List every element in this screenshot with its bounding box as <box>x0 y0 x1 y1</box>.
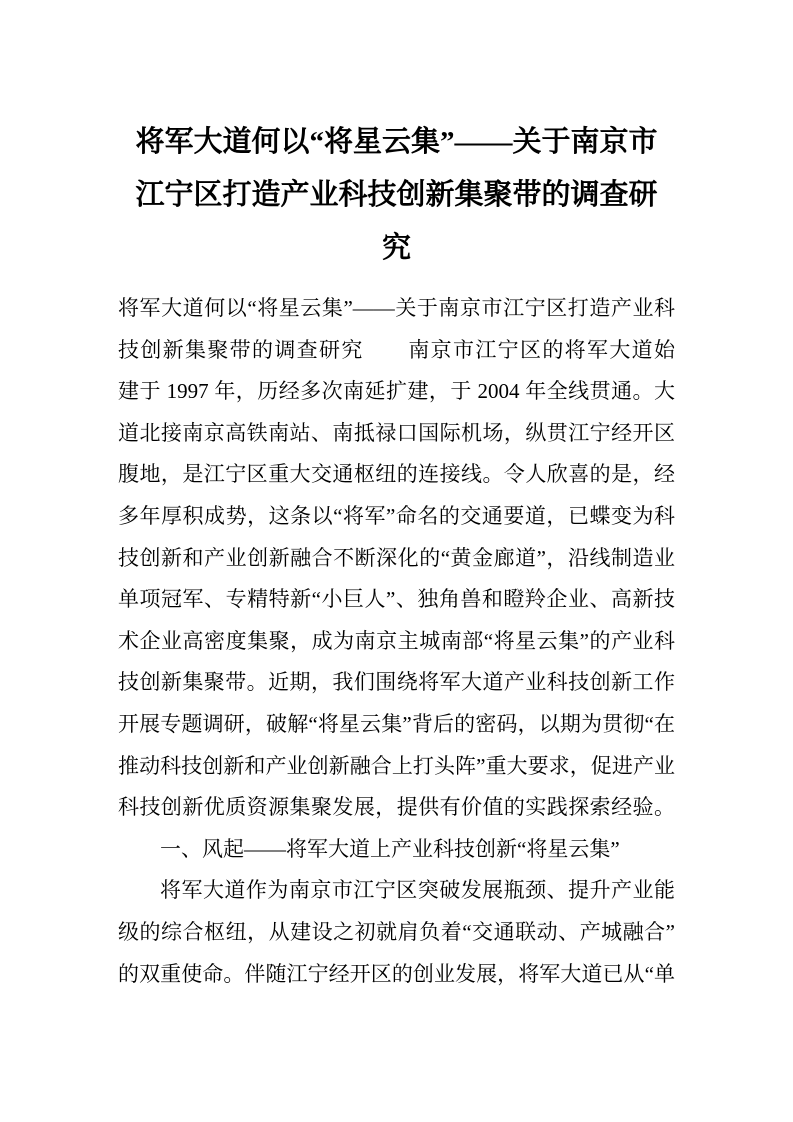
paragraph1-line: 技创新集聚带。近期，我们围绕将军大道产业科技创新工作 <box>118 670 675 695</box>
paragraph1-line: 腹地，是江宁区重大交通枢纽的连接线。令人欣喜的是，经 <box>118 462 675 487</box>
paragraph1-line: 建于 1997 年，历经多次南延扩建，于 2004 年全线贯通。大 <box>118 379 675 404</box>
paragraph1-line: 科技创新优质资源集聚发展，提供有价值的实践探索经验。 <box>118 795 675 820</box>
paragraph2-line: 级的综合枢纽，从建设之初就肩负着“交通联动、产城融合” <box>118 919 675 944</box>
paragraph2-line: 将军大道作为南京市江宁区突破发展瓶颈、提升产业能 <box>160 878 675 903</box>
paragraph1-line: 开展专题调研，破解“将星云集”背后的密码，以期为贯彻“在 <box>118 711 675 736</box>
section-heading: 一、风起——将军大道上产业科技创新“将星云集” <box>160 836 620 861</box>
paragraph1-line: 多年厚积成势，这条以“将军”命名的交通要道，已蝶变为科 <box>118 503 675 528</box>
document-title-line: 江宁区打造产业科技创新集聚带的调查研 <box>135 179 658 211</box>
paragraph1-line: 术企业高密度集聚，成为南京主城南部“将星云集”的产业科 <box>118 628 675 653</box>
document-body <box>118 288 675 995</box>
paragraph1-line: 单项冠军、专精特新“小巨人”、独角兽和瞪羚企业、高新技 <box>118 587 675 612</box>
document-title-line: 究 <box>381 232 411 264</box>
paragraph1-line: 技创新和产业创新融合不断深化的“黄金廊道”，沿线制造业 <box>118 545 675 570</box>
paragraph2-line: 的双重使命。伴随江宁经开区的创业发展，将军大道已从“单 <box>118 961 675 986</box>
paragraph1-line: 推动科技创新和产业创新融合上打头阵”重大要求，促进产业 <box>118 753 675 778</box>
paragraph1-line: 技创新集聚带的调查研究 南京市江宁区的将军大道始 <box>118 337 675 362</box>
document-title <box>118 116 675 275</box>
paragraph1-line: 将军大道何以“将星云集”——关于南京市江宁区打造产业科 <box>118 296 675 320</box>
paragraph1-line: 道北接南京高铁南站、南抵禄口国际机场，纵贯江宁经开区 <box>118 420 675 445</box>
document-title-line: 将军大道何以“将星云集”——关于南京市 <box>135 126 658 158</box>
document-content <box>118 116 675 995</box>
